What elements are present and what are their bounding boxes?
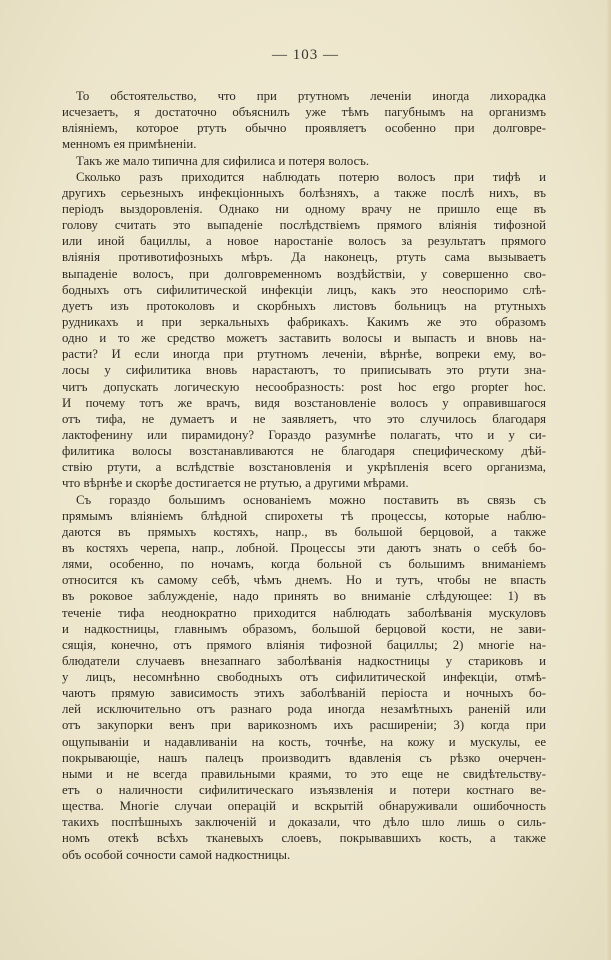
text-line: отъ закупорки венъ при варикозномъ ихъ расширеніи; 3) когда при — [62, 718, 546, 733]
text-line: Сколько разъ приходится наблюдать потерю волосъ при тифѣ и — [76, 169, 546, 184]
text-line: дуетъ изъ протоколовъ и скорбныхъ листовъ больницъ на ртутныхъ — [62, 298, 546, 313]
text-line: лактофенину или пирамидону? Гораздо разумнѣе полагать, что и у си- — [62, 427, 546, 442]
paragraph — [62, 88, 546, 153]
paragraph — [62, 153, 546, 169]
text-line: относится къ самому себѣ, чѣмъ днемъ. Но и тутъ, чтобы не впасть — [62, 573, 546, 588]
text-line: сящія, конечно, отъ прямого вліянія тифозной бациллы; 2) многіе на- — [62, 637, 546, 652]
text-line: теченіе тифа неоднократно приходится наблюдать заболѣванія мускуловъ — [62, 605, 546, 620]
text-line: прямымъ вліяніемъ блѣдной спирохеты тѣ процессы, которые наблю- — [62, 508, 546, 523]
body-text — [62, 88, 546, 863]
text-line: И почему тотъ же врачъ, видя возстановленіе волосъ у оправившагося — [62, 395, 546, 410]
text-line: исчезаетъ, я достаточно объяснилъ уже тѣмъ пагубнымъ на организмъ — [62, 105, 546, 120]
text-line: вліяніемъ, которое ртуть обычно проявляетъ особенно при долговре- — [62, 121, 546, 136]
text-line: читъ допускать логическую несообразность: post hoc ergo propter hoc. — [62, 379, 546, 394]
text-line: филитика волосы возстанавливаются не благодаря специфическому дѣй- — [62, 444, 546, 459]
paragraph — [62, 169, 546, 492]
text-line: лями, особенно, по ночамъ, когда больной съ большимъ вниманіемъ — [62, 557, 546, 572]
text-line: покрывающіе, нашъ палецъ производитъ вдавленія съ рѣзко очерчен- — [62, 750, 546, 765]
text-line: объ особой сочности самой надкостницы. — [62, 847, 291, 862]
paragraph — [62, 492, 546, 863]
text-line: Съ гораздо большимъ основаніемъ можно поставить въ связь съ — [76, 492, 546, 507]
page-edge-shadow — [605, 0, 611, 960]
text-line: у лицъ, несомнѣнно свободныхъ отъ сифилитической инфекціи, отмѣ- — [62, 670, 546, 685]
text-line: блюдатели случаевъ внезапнаго заболѣванія надкостницы у стариковъ и — [62, 653, 546, 668]
text-line: даются въ прямыхъ костяхъ, напр., въ большой берцовой, а также — [62, 524, 546, 539]
text-line: Такъ же мало типична для сифилиса и потеря волосъ. — [76, 153, 370, 168]
text-line: рудникахъ и при зеркальныхъ фабрикахъ. Какимъ же это образомъ — [62, 314, 546, 329]
text-line: бодныхъ отъ сифилитической инфекціи лицъ, какъ это неоспоримо слѣ- — [62, 282, 546, 297]
text-line: ствію ртути, а вслѣдствіе возстановленія и укрѣпленія всего организма, — [62, 460, 546, 475]
text-line: голову считать это выпаденіе послѣдствіемъ прямого вліянія тифозной — [62, 218, 546, 233]
text-line: одно и то же средство можетъ заставить волосы и выпасть и вновь на- — [62, 331, 546, 346]
text-line: чаютъ прямую зависимость этихъ заболѣваній періоста и ночныхъ бо- — [62, 686, 546, 701]
text-line: и надкостницы, главнымъ образомъ, большой берцовой кости, не зави- — [62, 621, 546, 636]
text-line: или иной бациллы, а новое наростаніе волосъ за результатъ прямого — [62, 234, 546, 249]
text-line: етъ о наличности сифилитическаго изъязвленія и потери костнаго ве- — [62, 783, 546, 798]
text-line: выпаденіе волосъ, при долговременномъ воздѣйствіи, у совершенно сво- — [62, 266, 546, 281]
text-line: номъ отекѣ всѣхъ тканевыхъ слоевъ, покрывавшихъ кость, а также — [62, 831, 546, 846]
text-line: въ костяхъ черепа, напр., лобной. Процессы эти даютъ знать о себѣ бо- — [62, 540, 546, 555]
text-line: въ роковое заблужденіе, надо принять во вниманіе слѣдующее: 1) въ — [62, 589, 546, 604]
text-line: другихъ серьезныхъ инфекціонныхъ болѣзняхъ, а также послѣ нихъ, въ — [62, 185, 546, 200]
text-line: вліянія противотифозныхъ мѣръ. Да наконецъ, ртуть сама вызываетъ — [62, 250, 546, 265]
text-line: менномъ ея примѣненіи. — [62, 137, 197, 152]
page-number: — 103 — — [272, 47, 339, 63]
text-line: То обстоятельство, что при ртутномъ леченіи иногда лихорадка — [76, 89, 546, 103]
text-line: щества. Многіе случаи операцій и вскрытій обнаруживали ошибочность — [62, 799, 546, 814]
text-line: періодъ выздоровленія. Однако ни одному врачу не пришло еще въ — [62, 201, 546, 216]
text-line: расти? И если иногда при ртутномъ леченіи, вѣрнѣе, вопреки ему, во- — [62, 347, 546, 362]
text-line: ощупываніи и надавливаніи на кость, точнѣе, на кожу и мускулы, ее — [62, 734, 546, 749]
text-line: отъ тифа, не думаетъ и не заявляетъ, что это случилось благодаря — [62, 411, 546, 426]
text-line: лосы у сифилитика вновь нарастаютъ, то приписывать это ртути зна- — [62, 363, 546, 378]
text-line: такихъ поспѣшныхъ заключеній и доказали, что дѣло шло лишь о силь- — [62, 815, 546, 830]
text-line: что вѣрнѣе и скорѣе достигается не ртутью, а другими мѣрами. — [62, 476, 409, 491]
text-line: ными и не всегда правильными краями, то это еще не свидѣтельству- — [62, 766, 546, 781]
text-line: лей исключительно отъ разнаго рода иногда незамѣтныхъ раненій или — [62, 702, 546, 717]
